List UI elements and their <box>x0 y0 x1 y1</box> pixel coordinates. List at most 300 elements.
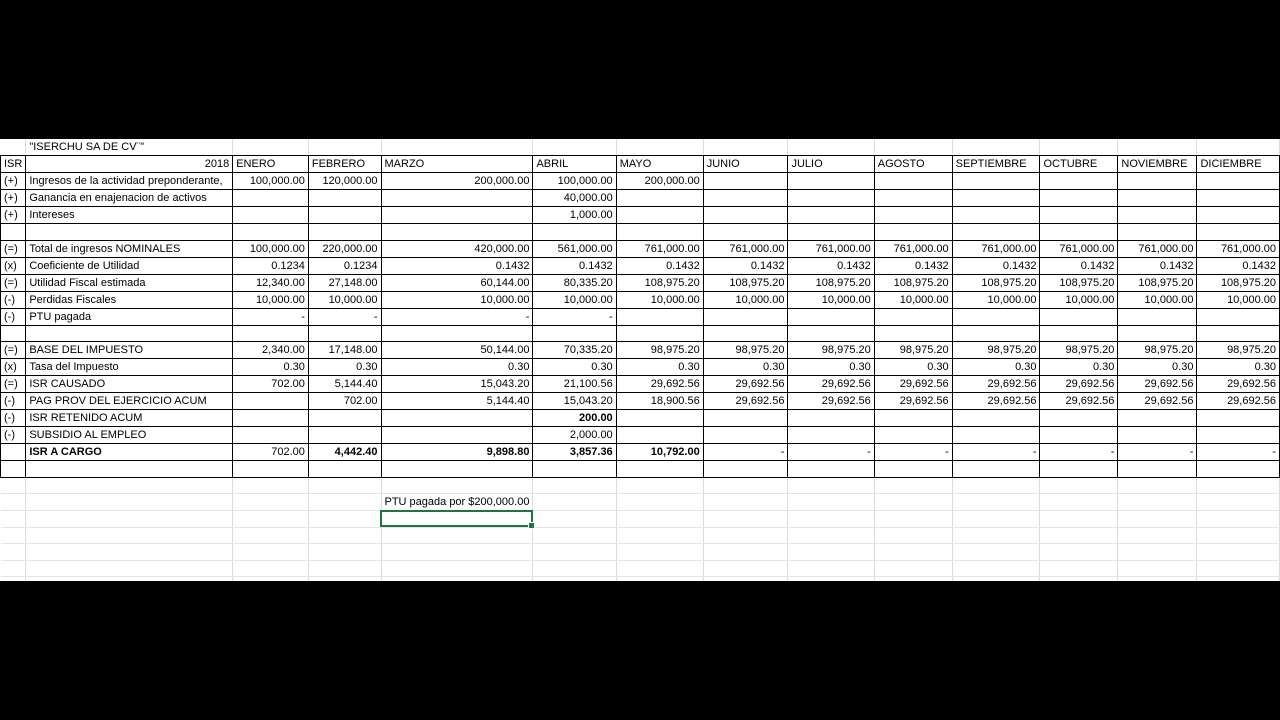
value-cell[interactable]: 29,692.56 <box>1040 393 1118 410</box>
value-cell[interactable]: 10,000.00 <box>952 291 1040 308</box>
value-cell[interactable] <box>308 427 381 444</box>
cell-empty[interactable] <box>308 494 381 511</box>
cell-empty[interactable] <box>1040 477 1118 494</box>
value-cell[interactable] <box>788 190 874 207</box>
value-cell[interactable]: 220,000.00 <box>308 240 381 257</box>
value-cell[interactable]: 29,692.56 <box>952 376 1040 393</box>
row-sign[interactable]: (=) <box>1 342 26 359</box>
value-cell[interactable]: 18,900.56 <box>616 393 703 410</box>
cell-empty[interactable] <box>616 494 703 511</box>
value-cell[interactable] <box>616 410 703 427</box>
value-cell[interactable]: 21,100.56 <box>533 376 616 393</box>
value-cell[interactable]: 80,335.20 <box>533 274 616 291</box>
value-cell[interactable]: 761,000.00 <box>788 240 874 257</box>
month-header-enero[interactable]: ENERO <box>233 156 309 173</box>
value-cell[interactable] <box>1118 190 1197 207</box>
cell-empty[interactable] <box>533 577 616 582</box>
value-cell[interactable] <box>381 427 533 444</box>
cell-empty[interactable] <box>788 139 874 156</box>
value-cell[interactable] <box>874 308 952 325</box>
cell-empty[interactable] <box>952 494 1040 511</box>
row-sign[interactable]: (=) <box>1 274 26 291</box>
value-cell[interactable] <box>1118 224 1197 241</box>
cell-empty[interactable] <box>233 577 309 582</box>
cell-empty[interactable] <box>874 577 952 582</box>
value-cell[interactable] <box>616 190 703 207</box>
value-cell[interactable]: - <box>1118 444 1197 461</box>
value-cell[interactable]: 0.1432 <box>952 257 1040 274</box>
cell-empty[interactable] <box>1 511 26 528</box>
cell-empty[interactable] <box>703 477 788 494</box>
cell-empty[interactable] <box>788 577 874 582</box>
value-cell[interactable]: 12,340.00 <box>233 274 309 291</box>
value-cell[interactable]: 17,148.00 <box>308 342 381 359</box>
row-label[interactable]: ISR CAUSADO <box>26 376 233 393</box>
year-header[interactable]: 2018 <box>26 156 233 173</box>
cell-empty[interactable] <box>788 511 874 528</box>
value-cell[interactable]: 108,975.20 <box>1040 274 1118 291</box>
cell-empty[interactable] <box>1040 527 1118 544</box>
value-cell[interactable] <box>233 190 309 207</box>
value-cell[interactable]: 0.30 <box>616 359 703 376</box>
value-cell[interactable] <box>1118 207 1197 224</box>
value-cell[interactable] <box>952 427 1040 444</box>
cell-empty[interactable] <box>616 560 703 577</box>
cell-empty[interactable] <box>1197 477 1280 494</box>
row-sign[interactable]: (-) <box>1 291 26 308</box>
value-cell[interactable]: 0.1432 <box>788 257 874 274</box>
row-label[interactable]: ISR RETENIDO ACUM <box>26 410 233 427</box>
value-cell[interactable]: 10,000.00 <box>788 291 874 308</box>
value-cell[interactable] <box>788 427 874 444</box>
value-cell[interactable]: 29,692.56 <box>616 376 703 393</box>
month-header-septiembre[interactable]: SEPTIEMBRE <box>952 156 1040 173</box>
value-cell[interactable]: 10,000.00 <box>533 291 616 308</box>
month-header-noviembre[interactable]: NOVIEMBRE <box>1118 156 1197 173</box>
value-cell[interactable] <box>952 173 1040 190</box>
value-cell[interactable] <box>233 224 309 241</box>
value-cell[interactable] <box>703 224 788 241</box>
value-cell[interactable]: - <box>308 308 381 325</box>
cell-empty[interactable] <box>233 544 309 561</box>
cell-empty[interactable] <box>381 139 533 156</box>
value-cell[interactable] <box>1197 325 1280 342</box>
value-cell[interactable]: 108,975.20 <box>788 274 874 291</box>
cell-a1[interactable] <box>1 139 26 156</box>
cell-empty[interactable] <box>308 527 381 544</box>
value-cell[interactable]: 10,000.00 <box>1118 291 1197 308</box>
value-cell[interactable] <box>874 427 952 444</box>
cell-empty[interactable] <box>381 577 533 582</box>
row-label[interactable] <box>26 461 233 478</box>
row-label[interactable]: Coeficiente de Utilidad <box>26 257 233 274</box>
value-cell[interactable]: 98,975.20 <box>616 342 703 359</box>
value-cell[interactable] <box>1197 224 1280 241</box>
cell-empty[interactable] <box>381 560 533 577</box>
value-cell[interactable]: 0.1432 <box>533 257 616 274</box>
cell-empty[interactable] <box>26 577 233 582</box>
cell-empty[interactable] <box>1040 511 1118 528</box>
month-header-marzo[interactable]: MARZO <box>381 156 533 173</box>
value-cell[interactable] <box>874 325 952 342</box>
value-cell[interactable] <box>1118 173 1197 190</box>
value-cell[interactable]: 10,000.00 <box>233 291 309 308</box>
month-header-abril[interactable]: ABRIL <box>533 156 616 173</box>
value-cell[interactable] <box>308 410 381 427</box>
value-cell[interactable] <box>1040 173 1118 190</box>
value-cell[interactable]: 0.30 <box>308 359 381 376</box>
value-cell[interactable]: 702.00 <box>233 444 309 461</box>
value-cell[interactable] <box>616 325 703 342</box>
ptu-note[interactable]: PTU pagada por $200,000.00 <box>381 494 533 511</box>
value-cell[interactable]: 29,692.56 <box>952 393 1040 410</box>
cell-empty[interactable] <box>874 494 952 511</box>
cell-empty[interactable] <box>874 477 952 494</box>
value-cell[interactable]: 420,000.00 <box>381 240 533 257</box>
value-cell[interactable] <box>1040 224 1118 241</box>
value-cell[interactable]: - <box>533 308 616 325</box>
cell-empty[interactable] <box>788 560 874 577</box>
value-cell[interactable] <box>308 190 381 207</box>
value-cell[interactable] <box>308 325 381 342</box>
value-cell[interactable]: 108,975.20 <box>874 274 952 291</box>
cell-empty[interactable] <box>26 544 233 561</box>
value-cell[interactable]: 98,975.20 <box>1118 342 1197 359</box>
cell-empty[interactable] <box>533 494 616 511</box>
cell-empty[interactable] <box>874 560 952 577</box>
value-cell[interactable]: 702.00 <box>233 376 309 393</box>
cell-empty[interactable] <box>952 527 1040 544</box>
cell-empty[interactable] <box>952 577 1040 582</box>
value-cell[interactable] <box>1040 325 1118 342</box>
value-cell[interactable]: 0.1432 <box>1118 257 1197 274</box>
value-cell[interactable]: 98,975.20 <box>703 342 788 359</box>
month-header-julio[interactable]: JULIO <box>788 156 874 173</box>
cell-empty[interactable] <box>1 477 26 494</box>
value-cell[interactable]: 0.30 <box>381 359 533 376</box>
value-cell[interactable]: 3,857.36 <box>533 444 616 461</box>
value-cell[interactable]: 0.1234 <box>308 257 381 274</box>
value-cell[interactable]: 0.1432 <box>874 257 952 274</box>
cell-empty[interactable] <box>233 527 309 544</box>
cell-empty[interactable] <box>26 560 233 577</box>
month-header-junio[interactable]: JUNIO <box>703 156 788 173</box>
value-cell[interactable] <box>233 393 309 410</box>
value-cell[interactable]: 761,000.00 <box>1118 240 1197 257</box>
value-cell[interactable] <box>1197 173 1280 190</box>
cell-empty[interactable] <box>533 477 616 494</box>
value-cell[interactable]: 761,000.00 <box>1040 240 1118 257</box>
value-cell[interactable]: 108,975.20 <box>616 274 703 291</box>
cell-empty[interactable] <box>381 544 533 561</box>
value-cell[interactable] <box>703 427 788 444</box>
cell-empty[interactable] <box>1197 139 1280 156</box>
value-cell[interactable] <box>616 461 703 478</box>
cell-empty[interactable] <box>1197 494 1280 511</box>
value-cell[interactable] <box>1118 308 1197 325</box>
month-header-octubre[interactable]: OCTUBRE <box>1040 156 1118 173</box>
value-cell[interactable]: 0.30 <box>874 359 952 376</box>
value-cell[interactable]: 2,340.00 <box>233 342 309 359</box>
cell-empty[interactable] <box>788 477 874 494</box>
value-cell[interactable]: 761,000.00 <box>874 240 952 257</box>
value-cell[interactable]: 200,000.00 <box>381 173 533 190</box>
value-cell[interactable]: 0.30 <box>1197 359 1280 376</box>
value-cell[interactable]: 100,000.00 <box>533 173 616 190</box>
value-cell[interactable]: 98,975.20 <box>788 342 874 359</box>
value-cell[interactable] <box>381 325 533 342</box>
value-cell[interactable] <box>616 224 703 241</box>
value-cell[interactable] <box>381 207 533 224</box>
value-cell[interactable]: 100,000.00 <box>233 173 309 190</box>
value-cell[interactable] <box>703 207 788 224</box>
row-label[interactable] <box>26 325 233 342</box>
value-cell[interactable]: 98,975.20 <box>1197 342 1280 359</box>
value-cell[interactable] <box>533 224 616 241</box>
value-cell[interactable]: 10,000.00 <box>703 291 788 308</box>
value-cell[interactable]: 120,000.00 <box>308 173 381 190</box>
cell-empty[interactable] <box>1118 494 1197 511</box>
row-label[interactable]: Total de ingresos NOMINALES <box>26 240 233 257</box>
value-cell[interactable] <box>952 410 1040 427</box>
cell-empty[interactable] <box>788 544 874 561</box>
value-cell[interactable]: 29,692.56 <box>1040 376 1118 393</box>
cell-empty[interactable] <box>26 527 233 544</box>
value-cell[interactable]: 108,975.20 <box>703 274 788 291</box>
cell-empty[interactable] <box>1040 494 1118 511</box>
value-cell[interactable] <box>616 308 703 325</box>
value-cell[interactable] <box>703 308 788 325</box>
value-cell[interactable]: 29,692.56 <box>703 376 788 393</box>
value-cell[interactable] <box>1197 308 1280 325</box>
cell-empty[interactable] <box>616 527 703 544</box>
value-cell[interactable]: 2,000.00 <box>533 427 616 444</box>
value-cell[interactable]: - <box>1197 444 1280 461</box>
cell-empty[interactable] <box>533 544 616 561</box>
value-cell[interactable] <box>533 325 616 342</box>
value-cell[interactable]: 761,000.00 <box>1197 240 1280 257</box>
value-cell[interactable]: - <box>233 308 309 325</box>
value-cell[interactable]: 108,975.20 <box>952 274 1040 291</box>
value-cell[interactable] <box>874 207 952 224</box>
value-cell[interactable] <box>952 308 1040 325</box>
row-sign[interactable]: (-) <box>1 393 26 410</box>
value-cell[interactable]: 200.00 <box>533 410 616 427</box>
cell-empty[interactable] <box>233 511 309 528</box>
cell-empty[interactable] <box>874 527 952 544</box>
value-cell[interactable] <box>381 461 533 478</box>
cell-empty[interactable] <box>533 560 616 577</box>
value-cell[interactable] <box>703 461 788 478</box>
value-cell[interactable] <box>788 325 874 342</box>
value-cell[interactable] <box>1197 427 1280 444</box>
cell-empty[interactable] <box>308 544 381 561</box>
value-cell[interactable]: 761,000.00 <box>952 240 1040 257</box>
cell-empty[interactable] <box>1040 577 1118 582</box>
spreadsheet-grid[interactable] <box>0 139 1280 581</box>
cell-empty[interactable] <box>616 544 703 561</box>
value-cell[interactable]: 0.30 <box>703 359 788 376</box>
row-label[interactable]: Ingresos de la actividad preponderante, <box>26 173 233 190</box>
row-sign[interactable]: (-) <box>1 410 26 427</box>
row-label[interactable]: Ganancia en enajenacion de activos <box>26 190 233 207</box>
value-cell[interactable]: 1,000.00 <box>533 207 616 224</box>
value-cell[interactable]: 29,692.56 <box>1197 393 1280 410</box>
row-sign[interactable] <box>1 224 26 241</box>
row-sign[interactable]: (+) <box>1 190 26 207</box>
value-cell[interactable] <box>788 308 874 325</box>
cell-empty[interactable] <box>533 139 616 156</box>
cell-empty[interactable] <box>788 527 874 544</box>
value-cell[interactable]: 561,000.00 <box>533 240 616 257</box>
value-cell[interactable]: 108,975.20 <box>1197 274 1280 291</box>
row-label[interactable]: BASE DEL IMPUESTO <box>26 342 233 359</box>
value-cell[interactable]: 29,692.56 <box>703 393 788 410</box>
value-cell[interactable]: 29,692.56 <box>788 393 874 410</box>
value-cell[interactable] <box>788 461 874 478</box>
cell-empty[interactable] <box>381 527 533 544</box>
value-cell[interactable]: 200,000.00 <box>616 173 703 190</box>
cell-empty[interactable] <box>233 494 309 511</box>
cell-empty[interactable] <box>952 560 1040 577</box>
cell-empty[interactable] <box>1040 139 1118 156</box>
cell-empty[interactable] <box>1118 477 1197 494</box>
value-cell[interactable]: - <box>952 444 1040 461</box>
row-sign[interactable]: (-) <box>1 427 26 444</box>
value-cell[interactable] <box>233 325 309 342</box>
cell-empty[interactable] <box>703 139 788 156</box>
value-cell[interactable] <box>874 190 952 207</box>
value-cell[interactable] <box>874 173 952 190</box>
row-sign[interactable]: (-) <box>1 308 26 325</box>
cell-empty[interactable] <box>703 511 788 528</box>
cell-empty[interactable] <box>952 511 1040 528</box>
row-sign[interactable]: (=) <box>1 376 26 393</box>
cell-empty[interactable] <box>1 527 26 544</box>
value-cell[interactable] <box>308 224 381 241</box>
cell-empty[interactable] <box>1197 544 1280 561</box>
value-cell[interactable] <box>616 427 703 444</box>
value-cell[interactable]: 29,692.56 <box>874 393 952 410</box>
value-cell[interactable]: 0.30 <box>233 359 309 376</box>
value-cell[interactable]: - <box>703 444 788 461</box>
value-cell[interactable]: 60,144.00 <box>381 274 533 291</box>
cell-empty[interactable] <box>788 494 874 511</box>
value-cell[interactable] <box>788 224 874 241</box>
value-cell[interactable] <box>952 224 1040 241</box>
row-label[interactable]: ISR A CARGO <box>26 444 233 461</box>
cell-empty[interactable] <box>703 544 788 561</box>
cell-empty[interactable] <box>26 494 233 511</box>
cell-empty[interactable] <box>703 577 788 582</box>
value-cell[interactable] <box>1197 207 1280 224</box>
cell-empty[interactable] <box>703 560 788 577</box>
value-cell[interactable]: 29,692.56 <box>1118 376 1197 393</box>
row-label[interactable]: Perdidas Fiscales <box>26 291 233 308</box>
value-cell[interactable] <box>308 461 381 478</box>
value-cell[interactable]: 100,000.00 <box>233 240 309 257</box>
cell-empty[interactable] <box>381 477 533 494</box>
cell-empty[interactable] <box>616 139 703 156</box>
cell-empty[interactable] <box>1 577 26 582</box>
cell-empty[interactable] <box>1118 511 1197 528</box>
month-header-agosto[interactable]: AGOSTO <box>874 156 952 173</box>
cell-empty[interactable] <box>233 139 309 156</box>
value-cell[interactable]: 0.30 <box>533 359 616 376</box>
cell-empty[interactable] <box>1197 511 1280 528</box>
value-cell[interactable] <box>952 207 1040 224</box>
value-cell[interactable] <box>952 190 1040 207</box>
value-cell[interactable]: 0.30 <box>1040 359 1118 376</box>
cell-empty[interactable] <box>1118 527 1197 544</box>
cell-empty[interactable] <box>1197 560 1280 577</box>
cell-empty[interactable] <box>308 477 381 494</box>
cell-empty[interactable] <box>308 577 381 582</box>
value-cell[interactable] <box>1118 325 1197 342</box>
value-cell[interactable]: 15,043.20 <box>381 376 533 393</box>
value-cell[interactable] <box>1118 410 1197 427</box>
value-cell[interactable]: 29,692.56 <box>788 376 874 393</box>
value-cell[interactable]: 761,000.00 <box>703 240 788 257</box>
value-cell[interactable] <box>874 461 952 478</box>
cell-empty[interactable] <box>308 560 381 577</box>
value-cell[interactable]: 0.30 <box>788 359 874 376</box>
cell-empty[interactable] <box>703 527 788 544</box>
row-sign[interactable]: (=) <box>1 240 26 257</box>
value-cell[interactable]: 0.1432 <box>703 257 788 274</box>
value-cell[interactable]: 10,000.00 <box>381 291 533 308</box>
cell-empty[interactable] <box>533 527 616 544</box>
value-cell[interactable] <box>233 427 309 444</box>
value-cell[interactable]: 0.1432 <box>1197 257 1280 274</box>
value-cell[interactable] <box>616 207 703 224</box>
value-cell[interactable]: 10,000.00 <box>874 291 952 308</box>
row-sign[interactable] <box>1 444 26 461</box>
value-cell[interactable] <box>874 224 952 241</box>
row-sign[interactable]: (x) <box>1 257 26 274</box>
row-sign[interactable] <box>1 325 26 342</box>
cell-empty[interactable] <box>233 477 309 494</box>
cell-empty[interactable] <box>703 494 788 511</box>
value-cell[interactable]: 0.30 <box>952 359 1040 376</box>
cell-empty[interactable] <box>1040 560 1118 577</box>
row-sign[interactable]: (x) <box>1 359 26 376</box>
value-cell[interactable] <box>381 410 533 427</box>
selected-cell[interactable] <box>380 510 533 528</box>
row-label[interactable]: Intereses <box>26 207 233 224</box>
value-cell[interactable] <box>381 224 533 241</box>
value-cell[interactable]: 98,975.20 <box>952 342 1040 359</box>
value-cell[interactable]: 15,043.20 <box>533 393 616 410</box>
value-cell[interactable]: - <box>381 308 533 325</box>
cell-empty[interactable] <box>1 560 26 577</box>
value-cell[interactable] <box>703 173 788 190</box>
cell-empty[interactable] <box>1197 577 1280 582</box>
value-cell[interactable] <box>1118 427 1197 444</box>
company-title[interactable]: "ISERCHU SA DE CV¨" <box>26 139 233 156</box>
value-cell[interactable]: 0.30 <box>1118 359 1197 376</box>
value-cell[interactable] <box>1118 461 1197 478</box>
cell-empty[interactable] <box>1118 544 1197 561</box>
cell-empty[interactable] <box>616 477 703 494</box>
row-sign[interactable]: (+) <box>1 173 26 190</box>
value-cell[interactable] <box>533 461 616 478</box>
cell-empty[interactable] <box>1118 577 1197 582</box>
value-cell[interactable] <box>703 410 788 427</box>
value-cell[interactable] <box>952 325 1040 342</box>
value-cell[interactable] <box>952 461 1040 478</box>
value-cell[interactable]: 98,975.20 <box>874 342 952 359</box>
